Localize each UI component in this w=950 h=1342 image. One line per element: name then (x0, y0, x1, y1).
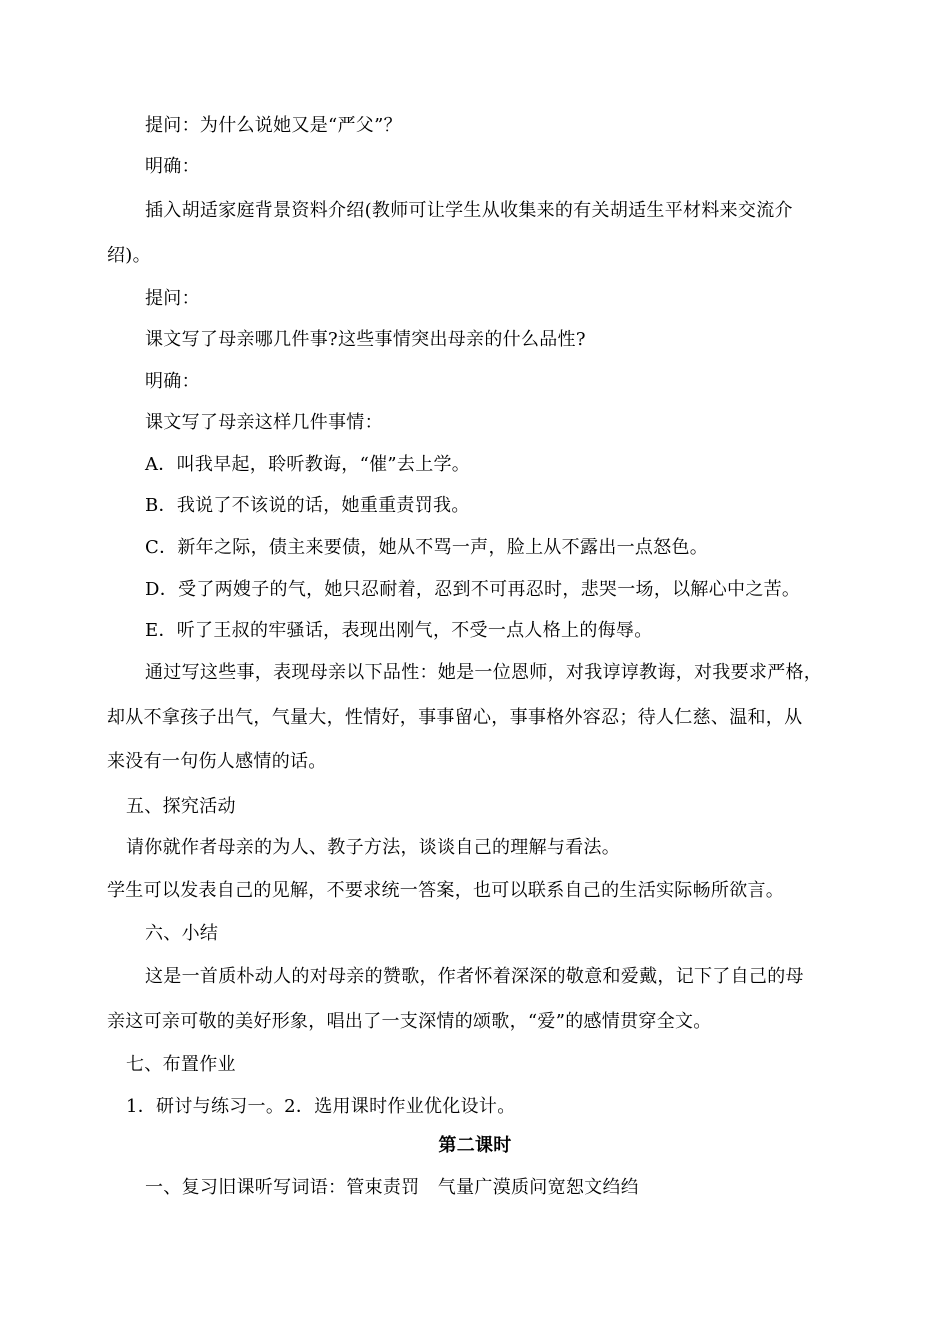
event-item-c: C．新年之际，债主来要债，她从不骂一声，脸上从不露出一点怒色。 (145, 537, 709, 558)
section-heading-summary: 六、小结 (145, 923, 219, 944)
character-summary-line-2: 却从不拿孩子出气，气量大，性情好，事事留心，事事格外容忍；待人仁慈、温和，从 (107, 707, 803, 728)
background-insert-line-2: 绍)。 (107, 245, 151, 266)
event-item-d: D．受了两嫂子的气，她只忍耐着，忍到不可再忍时，悲哭一场，以解心中之苦。 (145, 579, 801, 600)
explore-prompt: 请你就作者母亲的为人、教子方法，谈谈自己的理解与看法。 (126, 837, 621, 858)
answer-label-2: 明确： (145, 371, 200, 392)
character-summary-line-1: 通过写这些事，表现母亲以下品性：她是一位恩师，对我谆谆教诲，对我要求严格， (145, 662, 823, 683)
answer-label-1: 明确： (145, 156, 200, 177)
question-label: 提问： (145, 288, 200, 309)
event-item-a: A．叫我早起，聆听教诲，“催”去上学。 (145, 454, 471, 475)
question-events: 课文写了母亲哪几件事?这些事情突出母亲的什么品性? (145, 329, 586, 350)
background-insert-line-1: 插入胡适家庭背景资料介绍(教师可让学生从收集来的有关胡适生平材料来交流介 (145, 200, 793, 221)
summary-line-1: 这是一首质朴动人的对母亲的赞歌，作者怀着深深的敬意和爱戴，记下了自己的母 (145, 966, 804, 987)
explore-note: 学生可以发表自己的见解，不要求统一答案，也可以联系自己的生活实际畅所欲言。 (107, 880, 785, 901)
section-heading-homework: 七、布置作业 (126, 1054, 236, 1075)
event-item-b: B．我说了不该说的话，她重重责罚我。 (145, 495, 470, 516)
character-summary-line-3: 来没有一句伤人感情的话。 (107, 751, 327, 772)
review-dictation: 一、复习旧课听写词语：管束责罚 气量广漠质问宽恕文绉绉 (145, 1177, 640, 1198)
second-lesson-title: 第二课时 (438, 1135, 512, 1156)
event-item-e: E．听了王叔的牢骚话，表现出刚气，不受一点人格上的侮辱。 (145, 620, 653, 641)
homework-items: 1．研讨与练习一。2．选用课时作业优化设计。 (126, 1096, 516, 1117)
events-intro: 课文写了母亲这样几件事情： (145, 412, 383, 433)
question-yanfu: 提问：为什么说她又是“严父”？ (145, 115, 402, 136)
summary-line-2: 亲这可亲可敬的美好形象，唱出了一支深情的颂歌，“爱”的感情贯穿全文。 (107, 1011, 712, 1032)
section-heading-explore: 五、探究活动 (126, 796, 236, 817)
